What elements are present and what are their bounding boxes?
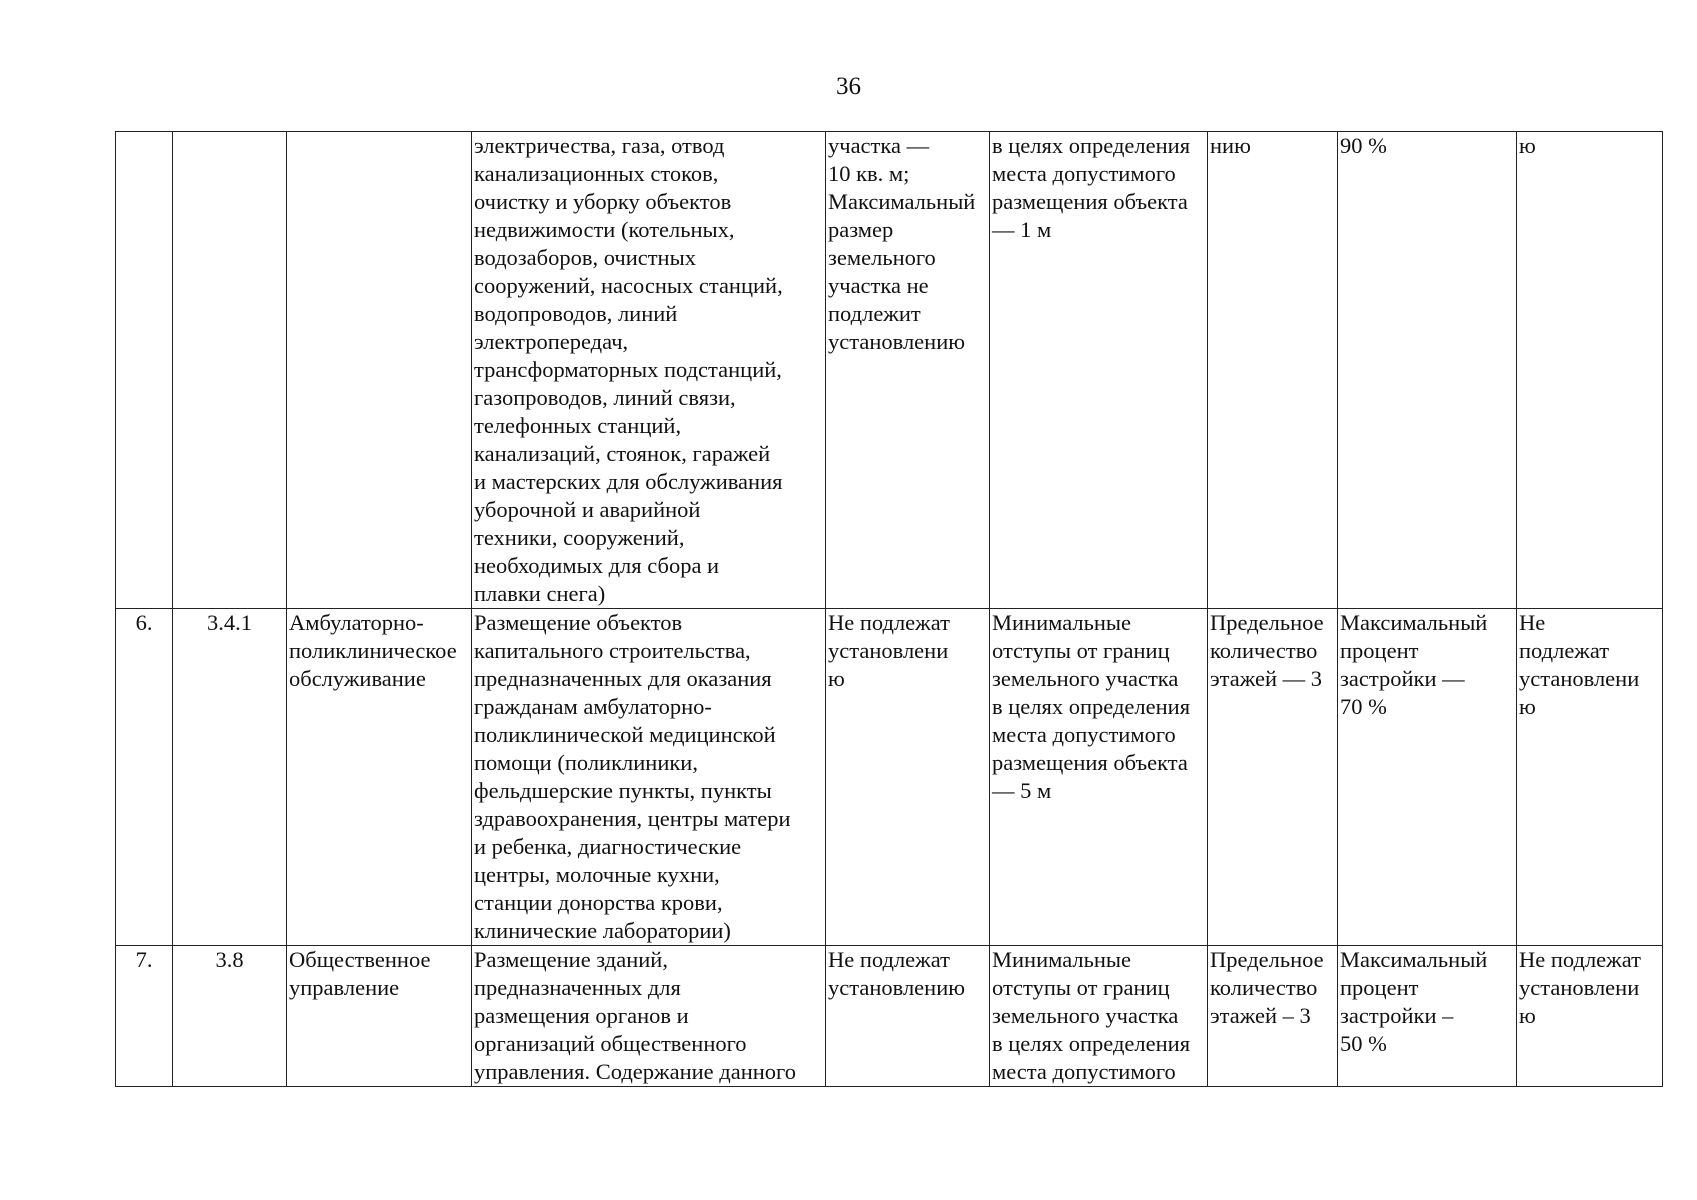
text-line: отступы от границ xyxy=(992,638,1170,663)
text-line: капитального строительства, xyxy=(474,638,751,663)
cell-use-name xyxy=(287,132,472,609)
text-line: электропередач, xyxy=(474,329,629,354)
text-line: 10 кв. м; xyxy=(828,161,910,186)
text-line: и мастерских для обслуживания xyxy=(474,469,783,494)
text-line: помощи (поликлиники, xyxy=(474,750,698,775)
text-line: ю xyxy=(1519,133,1536,158)
cell-other-params xyxy=(1517,132,1663,609)
cell-plot-size xyxy=(826,609,990,946)
text-line: Амбулаторно- xyxy=(289,610,424,635)
text-line: места допустимого xyxy=(992,161,1176,186)
text-line: земельного xyxy=(828,245,936,270)
text-line: Минимальные xyxy=(992,947,1132,972)
text-line: отступы от границ xyxy=(992,975,1170,1000)
table-row xyxy=(116,946,1663,1087)
cell-number xyxy=(116,132,173,609)
text-line: установлению xyxy=(828,329,966,354)
text-line: техники, сооружений, xyxy=(474,525,685,550)
text-line: Минимальные xyxy=(992,610,1132,635)
text-line: участка не xyxy=(828,273,929,298)
cell-coverage xyxy=(1338,946,1517,1087)
text-line: 50 % xyxy=(1340,1031,1387,1056)
cell-setbacks xyxy=(990,946,1208,1087)
text-line: водопроводов, линий xyxy=(474,301,678,326)
text-line: ю xyxy=(1519,694,1536,719)
cell-other-params xyxy=(1517,609,1663,946)
cell-plot-size xyxy=(826,946,990,1087)
cell-floors xyxy=(1208,609,1338,946)
text-line: Предельное xyxy=(1210,947,1324,972)
cell-use-name xyxy=(287,946,472,1087)
text-line: участка — xyxy=(828,133,930,158)
text-line: Предельное xyxy=(1210,610,1324,635)
text-line: размещения органов и xyxy=(474,1003,689,1028)
text-line: подлежит xyxy=(828,301,921,326)
text-line: в целях определения xyxy=(992,133,1191,158)
text-line: канализационных стоков, xyxy=(474,161,719,186)
cell-coverage xyxy=(1338,609,1517,946)
text-line: процент xyxy=(1340,638,1419,663)
text-line: газопроводов, линий связи, xyxy=(474,385,736,410)
text-line: сооружений, насосных станций, xyxy=(474,273,783,298)
text-line: — 1 м xyxy=(992,217,1052,242)
text-line: этажей — 3 xyxy=(1210,666,1323,691)
text-line: Максимальный xyxy=(1340,610,1488,635)
text-line: размещения объекта xyxy=(992,750,1188,775)
text-line: места допустимого xyxy=(992,1059,1176,1084)
text-line: в целях определения xyxy=(992,694,1191,719)
text-line: Не подлежат xyxy=(828,947,950,972)
text-line: процент xyxy=(1340,975,1419,1000)
text-line: места допустимого xyxy=(992,722,1176,747)
text-line: телефонных станций, xyxy=(474,413,682,438)
text-line: установлени xyxy=(1519,666,1640,691)
text-line: размещения объекта xyxy=(992,189,1188,214)
text-line: канализаций, стоянок, гаражей xyxy=(474,441,771,466)
text-line: застройки – xyxy=(1340,1003,1454,1028)
cell-use-description xyxy=(472,946,826,1087)
text-line: гражданам амбулаторно- xyxy=(474,694,712,719)
text-line: центры, молочные кухни, xyxy=(474,862,720,887)
text-line: Общественное xyxy=(289,947,431,972)
cell-use-description xyxy=(472,132,826,609)
text-line: уборочной и аварийной xyxy=(474,497,701,522)
text-line: Размещение объектов xyxy=(474,610,683,635)
text-line: количество xyxy=(1210,975,1318,1000)
cell-use-name xyxy=(287,609,472,946)
text-line: 90 % xyxy=(1340,133,1387,158)
text-line: установлени xyxy=(1519,975,1640,1000)
cell-use-description xyxy=(472,609,826,946)
text-line: поликлинической медицинской xyxy=(474,722,776,747)
text-line: нию xyxy=(1210,133,1251,158)
cell-use-code xyxy=(173,132,287,609)
text-line: трансформаторных подстанций, xyxy=(474,357,782,382)
text-line: предназначенных для xyxy=(474,975,681,1000)
cell-number: 7. xyxy=(116,946,173,1087)
text-line: клинические лаборатории) xyxy=(474,918,731,943)
text-line: предназначенных для оказания xyxy=(474,666,772,691)
text-line: электричества, газа, отвод xyxy=(474,133,725,158)
text-line: ю xyxy=(1519,1003,1536,1028)
text-line: Не xyxy=(1519,610,1546,635)
text-line: управления. Содержание данного xyxy=(474,1059,796,1084)
text-line: плавки снега) xyxy=(474,581,606,606)
text-line: водозаборов, очистных xyxy=(474,245,696,270)
cell-floors xyxy=(1208,946,1338,1087)
text-line: и ребенка, диагностические xyxy=(474,834,742,859)
text-line: земельного участка xyxy=(992,1003,1179,1028)
text-line: Не подлежат xyxy=(828,610,950,635)
cell-number: 6. xyxy=(116,609,173,946)
text-line: Максимальный xyxy=(1340,947,1488,972)
table-row xyxy=(116,609,1663,946)
cell-coverage xyxy=(1338,132,1517,609)
text-line: подлежат xyxy=(1519,638,1610,663)
cell-use-code: 3.4.1 xyxy=(173,609,287,946)
cell-setbacks xyxy=(990,132,1208,609)
text-line: станции донорства крови, xyxy=(474,890,723,915)
cell-setbacks xyxy=(990,609,1208,946)
text-line: — 5 м xyxy=(992,778,1052,803)
text-line: недвижимости (котельных, xyxy=(474,217,735,242)
text-line: земельного участка xyxy=(992,666,1179,691)
text-line: Не подлежат xyxy=(1519,947,1641,972)
text-line: поликлиническое xyxy=(289,638,457,663)
text-line: обслуживание xyxy=(289,666,426,691)
cell-plot-size xyxy=(826,132,990,609)
text-line: установлению xyxy=(828,975,966,1000)
text-line: количество xyxy=(1210,638,1318,663)
text-line: здравоохранения, центры матери xyxy=(474,806,791,831)
text-line: застройки — xyxy=(1340,666,1465,691)
text-line: Максимальный xyxy=(828,189,976,214)
text-line: этажей – 3 xyxy=(1210,1003,1311,1028)
text-line: в целях определения xyxy=(992,1031,1191,1056)
text-line: очистку и уборку объектов xyxy=(474,189,732,214)
text-line: установлени xyxy=(828,638,949,663)
cell-other-params xyxy=(1517,946,1663,1087)
cell-floors xyxy=(1208,132,1338,609)
cell-use-code: 3.8 xyxy=(173,946,287,1087)
text-line: размер xyxy=(828,217,894,242)
table-row xyxy=(116,132,1663,609)
text-line: фельдшерские пункты, пункты xyxy=(474,778,772,803)
text-line: организаций общественного xyxy=(474,1031,747,1056)
text-line: Размещение зданий, xyxy=(474,947,668,972)
zoning-table xyxy=(115,131,1663,1087)
text-line: управление xyxy=(289,975,400,1000)
text-line: необходимых для сбора и xyxy=(474,553,720,578)
page-number: 36 xyxy=(836,73,861,100)
text-line: 70 % xyxy=(1340,694,1387,719)
text-line: ю xyxy=(828,666,845,691)
